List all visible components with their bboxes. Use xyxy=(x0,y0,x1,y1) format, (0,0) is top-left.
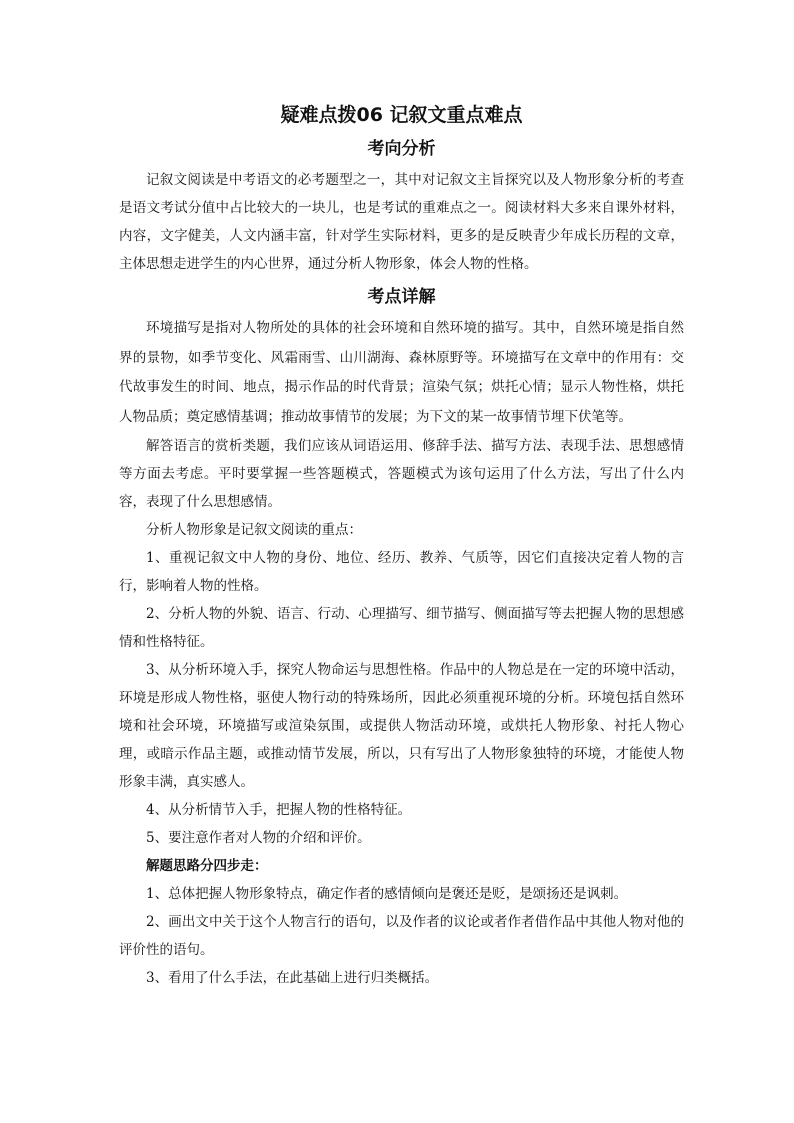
analysis-paragraph: 记叙文阅读是中考语文的必考题型之一，其中对记叙文主旨探究以及人物形象分析的考查是语文考试分值中占比较大的一块儿，也是考试的重难点之一。阅读材料大多来自课外材料，内容，文字健美，人文内涵丰富，针对学生实际材料，更多的是反映青少年成长历程的文章，主体思想走进学生的内心世界，通过分析人物形象，体会人物的性格。 xyxy=(119,172,684,272)
step-2: 2、画出文中关于这个人物言行的语句，以及作者的议论或者作者借作品中其他人物对他的评价性的语句。 xyxy=(119,914,684,958)
section-heading-details: 考点详解 xyxy=(367,287,436,307)
detail-point-3: 3、从分析环境入手，探究人物命运与思想性格。作品中的人物总是在一定的环境中活动，环境是形成人物性格，驱使人物行动的特殊场所，因此必须重视环境的分析。环境包括自然环境和社会环境，环境描写或渲染氛围，或提供人物活动环境，或烘托人物形象、衬托人物心理，或暗示作品主题，或推动情节发展，所以，只有写出了人物形象独特的环境，才能使人物形象丰满，真实感人。 xyxy=(119,662,684,790)
detail-point-1: 1、重视记叙文中人物的身份、地位、经历、教养、气质等，因它们直接决定着人物的言行，影响着人物的性格。 xyxy=(119,550,684,594)
step-1: 1、总体把握人物形象特点，确定作者的感情倾向是褒还是贬，是颂扬还是讽刺。 xyxy=(146,886,628,902)
detail-paragraph-character-intro: 分析人物形象是记叙文阅读的重点： xyxy=(146,522,362,538)
detail-point-4: 4、从分析情节入手，把握人物的性格特征。 xyxy=(146,802,412,818)
detail-point-5: 5、要注意作者对人物的介绍和评价。 xyxy=(146,830,371,846)
section-heading-analysis: 考向分析 xyxy=(367,139,436,159)
document-page xyxy=(119,100,684,992)
section-details xyxy=(119,314,684,992)
section-analysis xyxy=(119,166,684,278)
detail-point-2: 2、分析人物的外貌、语言、行动、心理描写、细节描写、侧面描写等去把握人物的思想感情和性格特征。 xyxy=(119,606,684,650)
document-title: 疑难点拨06 记叙文重点难点 xyxy=(280,104,523,126)
steps-heading: 解题思路分四步走： xyxy=(146,858,268,874)
step-3: 3、看用了什么手法，在此基础上进行归类概括。 xyxy=(146,970,439,986)
detail-paragraph-language: 解答语言的赏析类题，我们应该从词语运用、修辞手法、描写方法、表现手法、思想感情等方面去考虑。平时要掌握一些答题模式，答题模式为该句运用了什么方法，写出了什么内容，表现了什么思想感情。 xyxy=(119,438,684,510)
detail-paragraph-environment: 环境描写是指对人物所处的具体的社会环境和自然环境的描写。其中，自然环境是指自然界的景物，如季节变化、风霜雨雪、山川湖海、森林原野等。环境描写在文章中的作用有：交代故事发生的时间、地点，揭示作品的时代背景；渲染气氛；烘托心情；显示人物性格，烘托人物品质；奠定感情基调；推动故事情节的发展；为下文的某一故事情节埋下伏笔等。 xyxy=(119,320,684,425)
